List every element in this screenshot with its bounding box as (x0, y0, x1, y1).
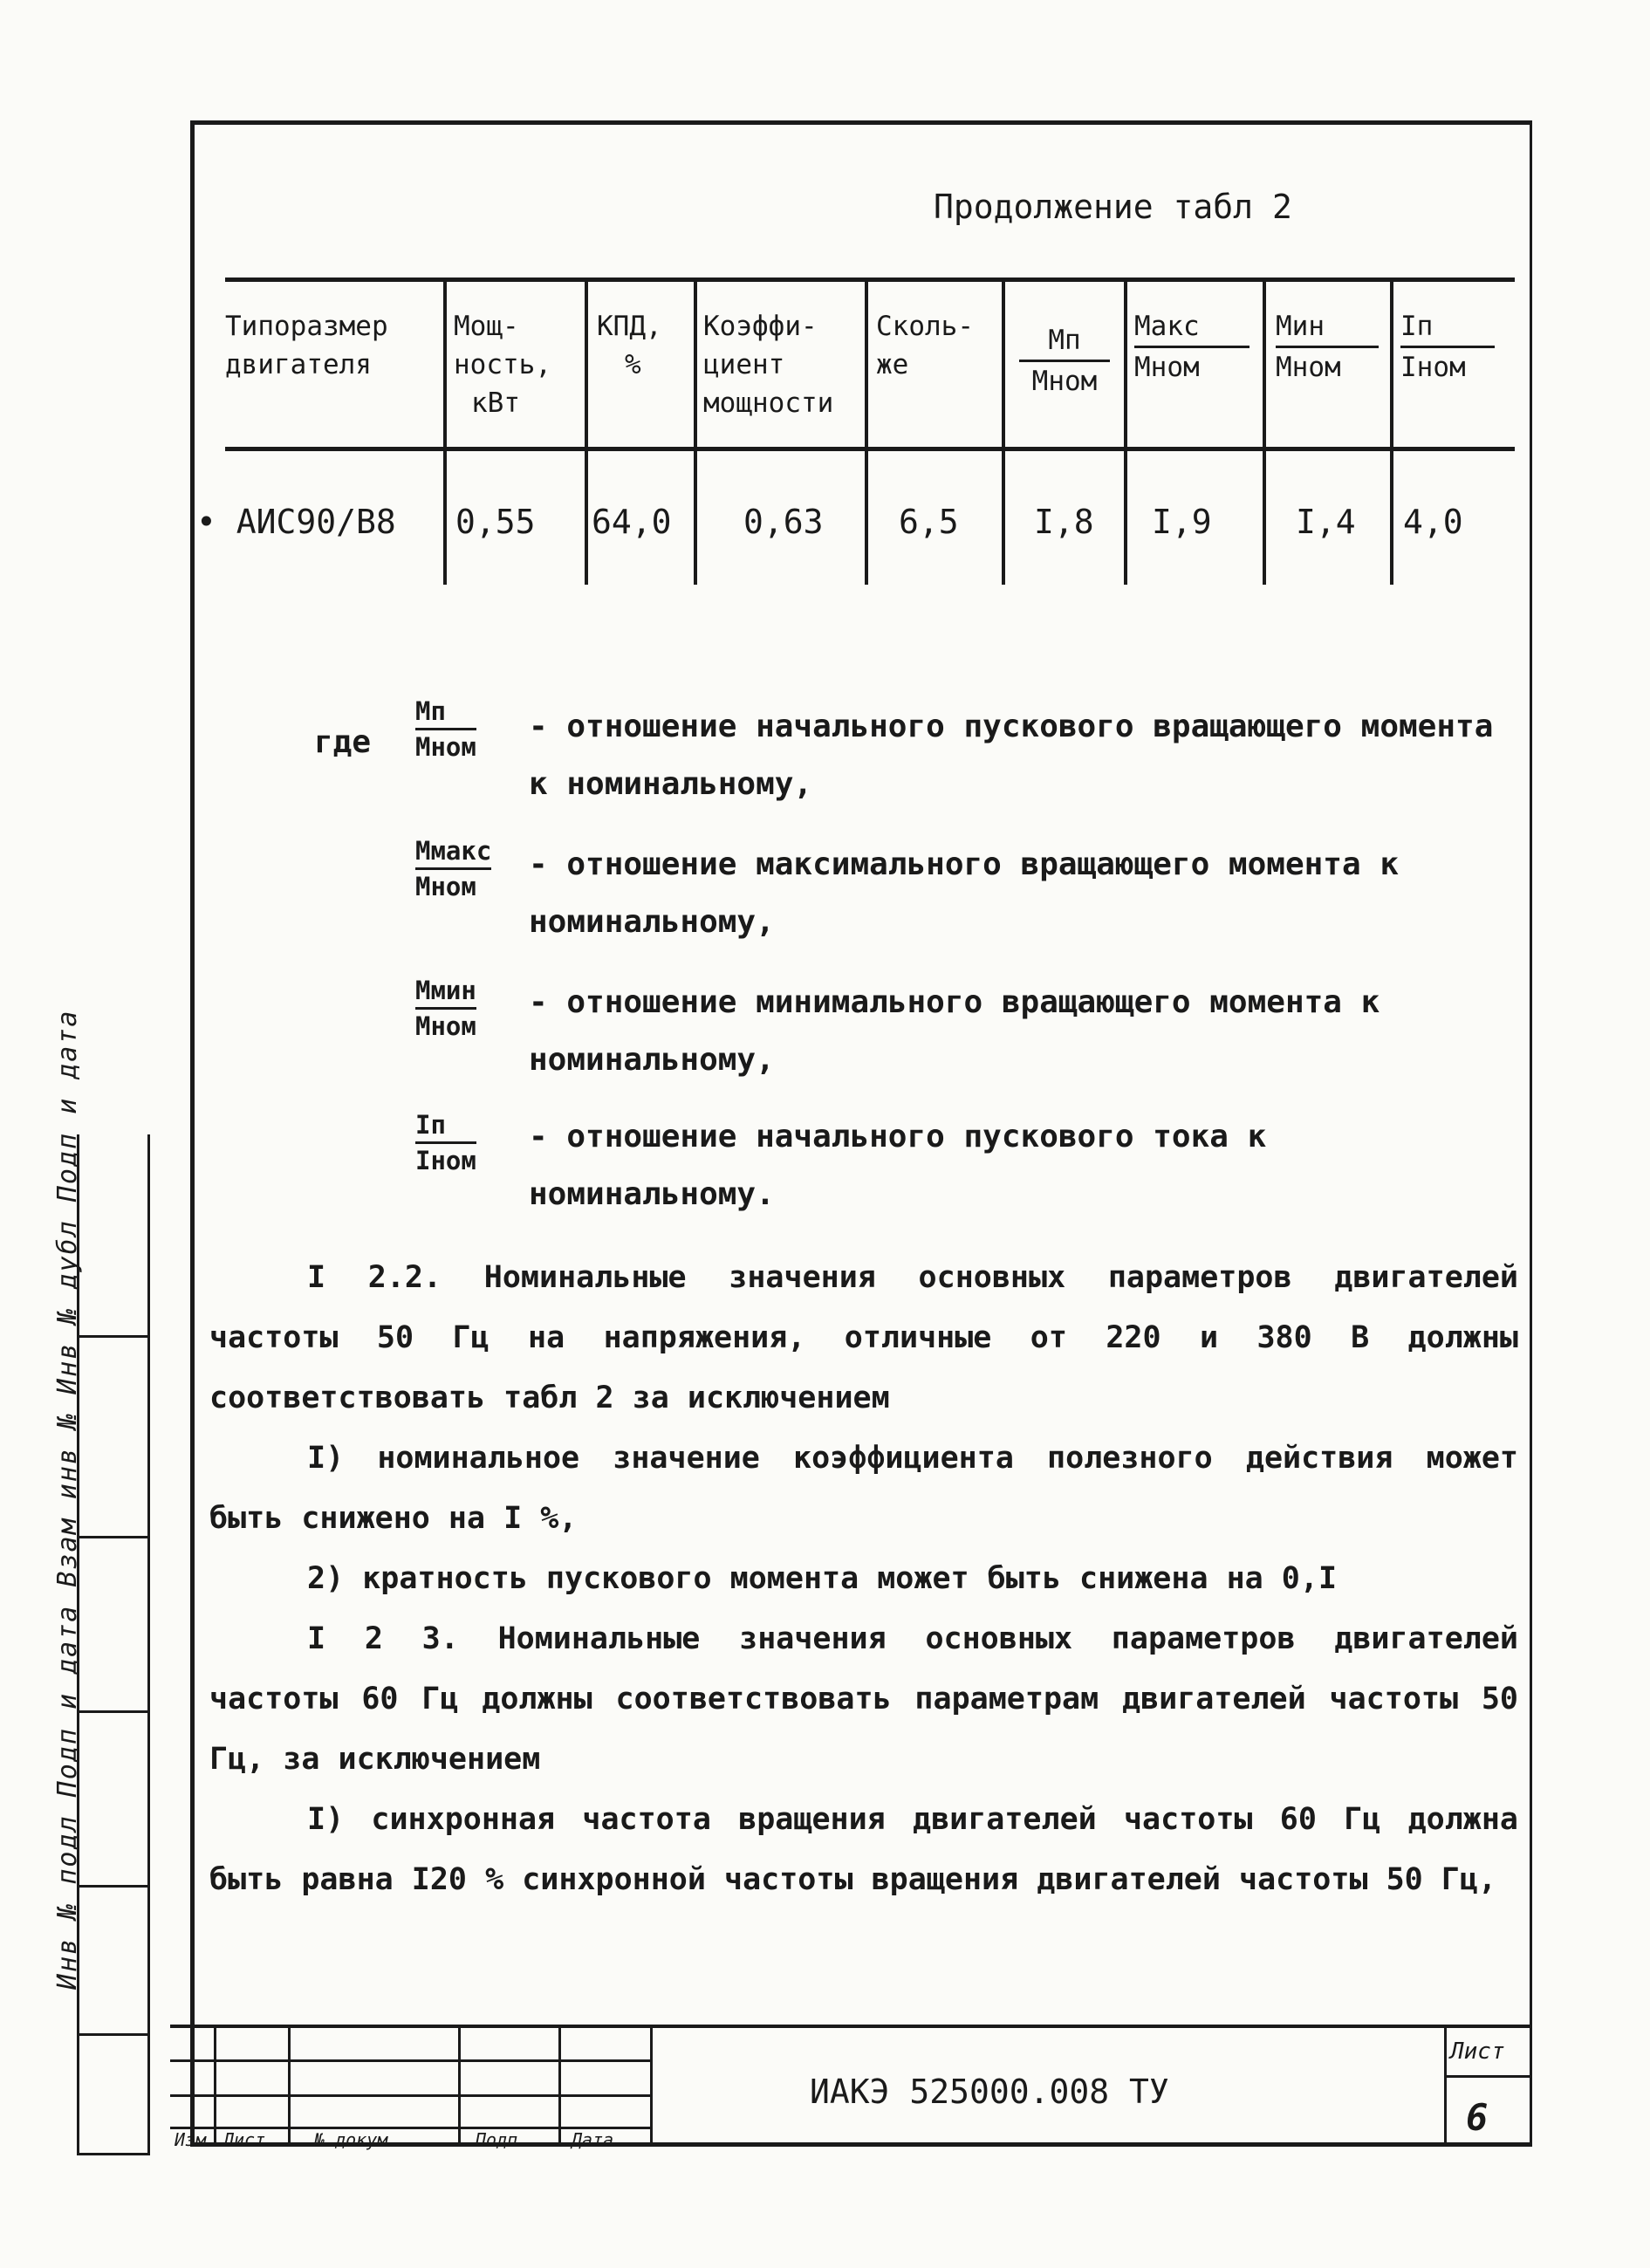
header-slip: Сколь- же (876, 311, 974, 380)
table-top-rule (225, 278, 1515, 282)
paragraph: I 2 3. Номинальные значения основных параметров двигателей частоты 60 Гц должны соответствовать параметрам двигателей частоты 50 Гц, за исключением (209, 1621, 1518, 1777)
legend-text: - отношение минимального вращающего момента к номинальному, (529, 984, 1380, 1078)
header-max-torque: Макс Мном (1134, 307, 1249, 387)
cell-type: • АИС90/В8 (196, 503, 396, 541)
title-block-grid-line (458, 2025, 461, 2147)
sheet-number: 6 (1466, 2096, 1489, 2139)
sheet-box-divider (1444, 2025, 1447, 2147)
title-block-col-date: Дата (572, 2129, 614, 2150)
document-code: ИАКЭ 525000.008 ТУ (810, 2073, 1169, 2111)
title-block-grid-line (170, 2059, 650, 2062)
paragraph: 2) кратность пускового момента может быть снижена на 0,I (307, 1561, 1338, 1596)
header-start-current: Iп Iном (1400, 307, 1495, 387)
margin-divider (77, 1885, 150, 1888)
sheet-label: Лист (1450, 2038, 1505, 2065)
sheet-box-divider (1444, 2075, 1532, 2078)
paragraph: I 2.2. Номинальные значения основных параметров двигателей частоты 50 Гц на напряжения, отличные от 220 и 380 В должны соответствовать табл 2 за исключением (209, 1260, 1518, 1415)
legend-where: где (314, 724, 372, 760)
col-divider (1390, 278, 1393, 585)
col-divider (1124, 278, 1127, 585)
col-divider (585, 278, 588, 585)
body-text (209, 1248, 1518, 1910)
header-power: Мощ- ность, кВт (454, 311, 551, 419)
title-block-top-rule (170, 2025, 1532, 2028)
col-divider (443, 278, 447, 585)
title-block-col-list: Лист (223, 2129, 266, 2150)
title-block-grid-line (170, 2094, 650, 2097)
col-divider (1002, 278, 1005, 585)
title-block-grid-line (214, 2025, 216, 2147)
legend-fraction: Iп Iном (415, 1110, 476, 1175)
cell-start-torque: I,8 (1034, 503, 1094, 541)
header-type: Типоразмер двигателя (225, 311, 388, 380)
legend-text: - отношение начального пускового тока к номинальному. (529, 1119, 1267, 1212)
header-start-torque: Мп Мном (1019, 321, 1110, 401)
col-divider (1263, 278, 1266, 585)
legend-fraction: Ммакс Мном (415, 836, 492, 901)
cell-min-torque: I,4 (1296, 503, 1356, 541)
margin-divider (77, 1536, 150, 1538)
cell-max-torque: I,9 (1152, 503, 1212, 541)
cell-slip: 6,5 (899, 503, 959, 541)
legend-fraction: Ммин Мном (415, 976, 476, 1041)
title-block-col-sign: Подп (476, 2129, 518, 2150)
paragraph: I) синхронная частота вращения двигателей частоты 60 Гц должна быть равна I20 % синхронной частоты вращения двигателей частоты 50 Гц, (209, 1802, 1518, 1897)
col-divider (694, 278, 697, 585)
margin-divider (77, 1335, 150, 1338)
table-number: 2 (1272, 188, 1292, 226)
cell-start-current: 4,0 (1403, 503, 1463, 541)
paragraph: I) номинальное значение коэффициента полезного действия может быть снижено на I %, (209, 1441, 1518, 1536)
table-header-rule (225, 447, 1515, 451)
cell-efficiency: 64,0 (592, 503, 672, 541)
legend-fraction: Мп Мном (415, 696, 476, 762)
title-block-col-doc: № докум (314, 2129, 388, 2150)
title-block-grid-line (558, 2025, 561, 2147)
margin-divider (77, 2033, 150, 2036)
title-block-grid-line (288, 2025, 291, 2147)
continuation-label: Продолжение табл (934, 188, 1254, 226)
title-block-grid-line (650, 2025, 653, 2147)
header-power-factor: Коэффи- циент мощности (703, 311, 834, 419)
header-min-torque: Мин Мном (1276, 307, 1379, 387)
margin-divider (77, 1710, 150, 1713)
col-divider (865, 278, 868, 585)
legend-text: - отношение начального пускового вращающего момента к номинальному, (529, 709, 1494, 802)
margin-stamp-text: Инв № подл Подп и дата Взам инв № Инв № дубл Подп и дата (52, 1009, 83, 1990)
continuation-heading (934, 188, 1292, 226)
legend-text: - отношение максимального вращающего момента к номинальному, (529, 846, 1399, 940)
margin-strip (77, 1134, 150, 2155)
cell-power-factor: 0,63 (743, 503, 824, 541)
header-efficiency: КПД, % (597, 311, 662, 380)
title-block-col-izm: Изм (175, 2129, 207, 2150)
cell-power: 0,55 (455, 503, 536, 541)
